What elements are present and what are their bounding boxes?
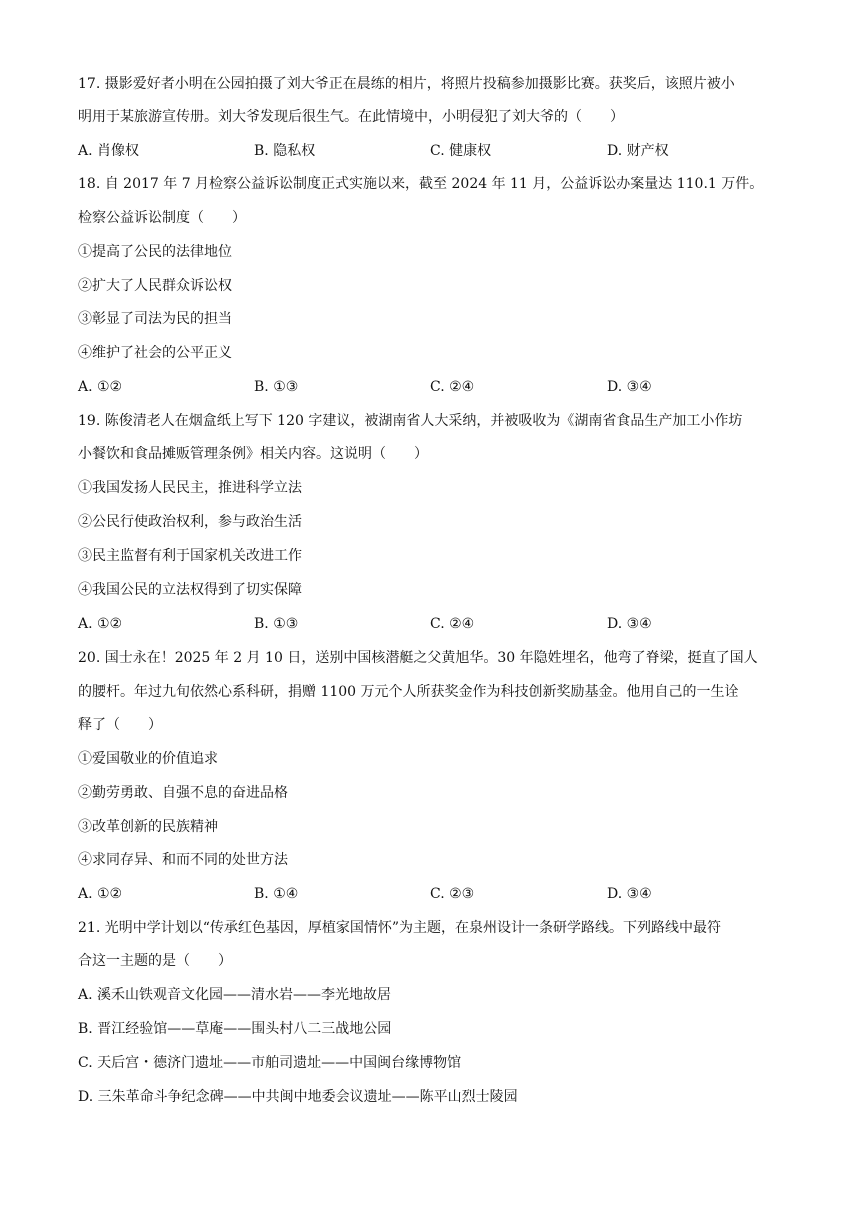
q20-option-c: C. ②③ (430, 886, 475, 902)
q19-statement-1: ①我国发扬人民民主，推进科学立法 (78, 480, 302, 496)
q20-option-b: B. ①④ (254, 886, 299, 902)
q21-option-a: A. 溪禾山铁观音文化园——清水岩——李光地故居 (78, 987, 392, 1003)
q18-option-d: D. ③④ (607, 379, 652, 395)
q21-stem-line-2: 合这一主题的是（ ） (78, 953, 232, 969)
q21-option-b: B. 晋江经验馆——草庵——围头村八二三战地公园 (78, 1021, 392, 1037)
q17-stem-line-2: 明用于某旅游宣传册。刘大爷发现后很生气。在此情境中，小明侵犯了刘大爷的（ ） (78, 109, 624, 125)
q20-statement-3: ③改革创新的民族精神 (78, 819, 218, 835)
q21-stem-line-1: 21. 光明中学计划以“传承红色基因，厚植家国情怀”为主题，在泉州设计一条研学路线。下列路线中最符 (78, 920, 722, 936)
q19-option-b: B. ①③ (254, 616, 299, 632)
q17-option-b: B. 隐私权 (254, 143, 316, 159)
q20-statement-2: ②勤劳勇敢、自强不息的奋进品格 (78, 785, 288, 801)
q19-statement-2: ②公民行使政治权利，参与政治生活 (78, 514, 302, 530)
q21-option-d: D. 三朱革命斗争纪念碑——中共闽中地委会议遗址——陈平山烈士陵园 (78, 1089, 518, 1105)
q19-option-c: C. ②④ (430, 616, 475, 632)
q19-statement-4: ④我国公民的立法权得到了切实保障 (78, 582, 302, 598)
q20-statement-4: ④求同存异、和而不同的处世方法 (78, 852, 288, 868)
q18-option-a: A. ①② (78, 379, 123, 395)
q17-option-c: C. 健康权 (430, 143, 492, 159)
q19-stem-line-1: 19. 陈俊清老人在烟盒纸上写下 120 字建议，被湖南省人大采纳，并被吸收为《湖南省食品生产加工小作坊 (78, 413, 743, 429)
q18-statement-2: ②扩大了人民群众诉讼权 (78, 278, 232, 294)
q18-statement-3: ③彰显了司法为民的担当 (78, 311, 232, 327)
q21-option-c: C. 天后宫・德济门遗址——市舶司遗址——中国闽台缘博物馆 (78, 1055, 462, 1071)
q20-stem-line-2: 的腰杆。年过九旬依然心系科研，捐赠 1100 万元个人所获奖金作为科技创新奖励基金。他用自己的一生诠 (78, 684, 739, 700)
q18-statement-4: ④维护了社会的公平正义 (78, 345, 232, 361)
q20-stem-line-3: 释了（ ） (78, 717, 162, 733)
q18-stem-line-1: 18. 自 2017 年 7 月检察公益诉讼制度正式实施以来，截至 2024 年 11 月，公益诉讼办案量达 110.1 万件。 (78, 176, 764, 192)
q20-statement-1: ①爱国敬业的价值追求 (78, 751, 218, 767)
q18-stem-line-2: 检察公益诉讼制度（ ） (78, 210, 246, 226)
q18-statement-1: ①提高了公民的法律地位 (78, 244, 232, 260)
q19-stem-line-2: 小餐饮和食品摊贩管理条例》相关内容。这说明（ ） (78, 446, 428, 462)
q20-option-d: D. ③④ (607, 886, 652, 902)
q20-option-a: A. ①② (78, 886, 123, 902)
q17-option-d: D. 财产权 (607, 143, 669, 159)
q18-option-b: B. ①③ (254, 379, 299, 395)
q19-option-a: A. ①② (78, 616, 123, 632)
q20-stem-line-1: 20. 国士永在！2025 年 2 月 10 日，送别中国核潜艇之父黄旭华。30 年隐姓埋名，他弯了脊梁，挺直了国人 (78, 650, 758, 666)
q19-option-d: D. ③④ (607, 616, 652, 632)
q17-option-a: A. 肖像权 (78, 143, 140, 159)
q17-stem-line-1: 17. 摄影爱好者小明在公园拍摄了刘大爷正在晨练的相片，将照片投稿参加摄影比赛。获奖后，该照片被小 (78, 76, 735, 92)
q18-option-c: C. ②④ (430, 379, 475, 395)
q19-statement-3: ③民主监督有利于国家机关改进工作 (78, 548, 302, 564)
